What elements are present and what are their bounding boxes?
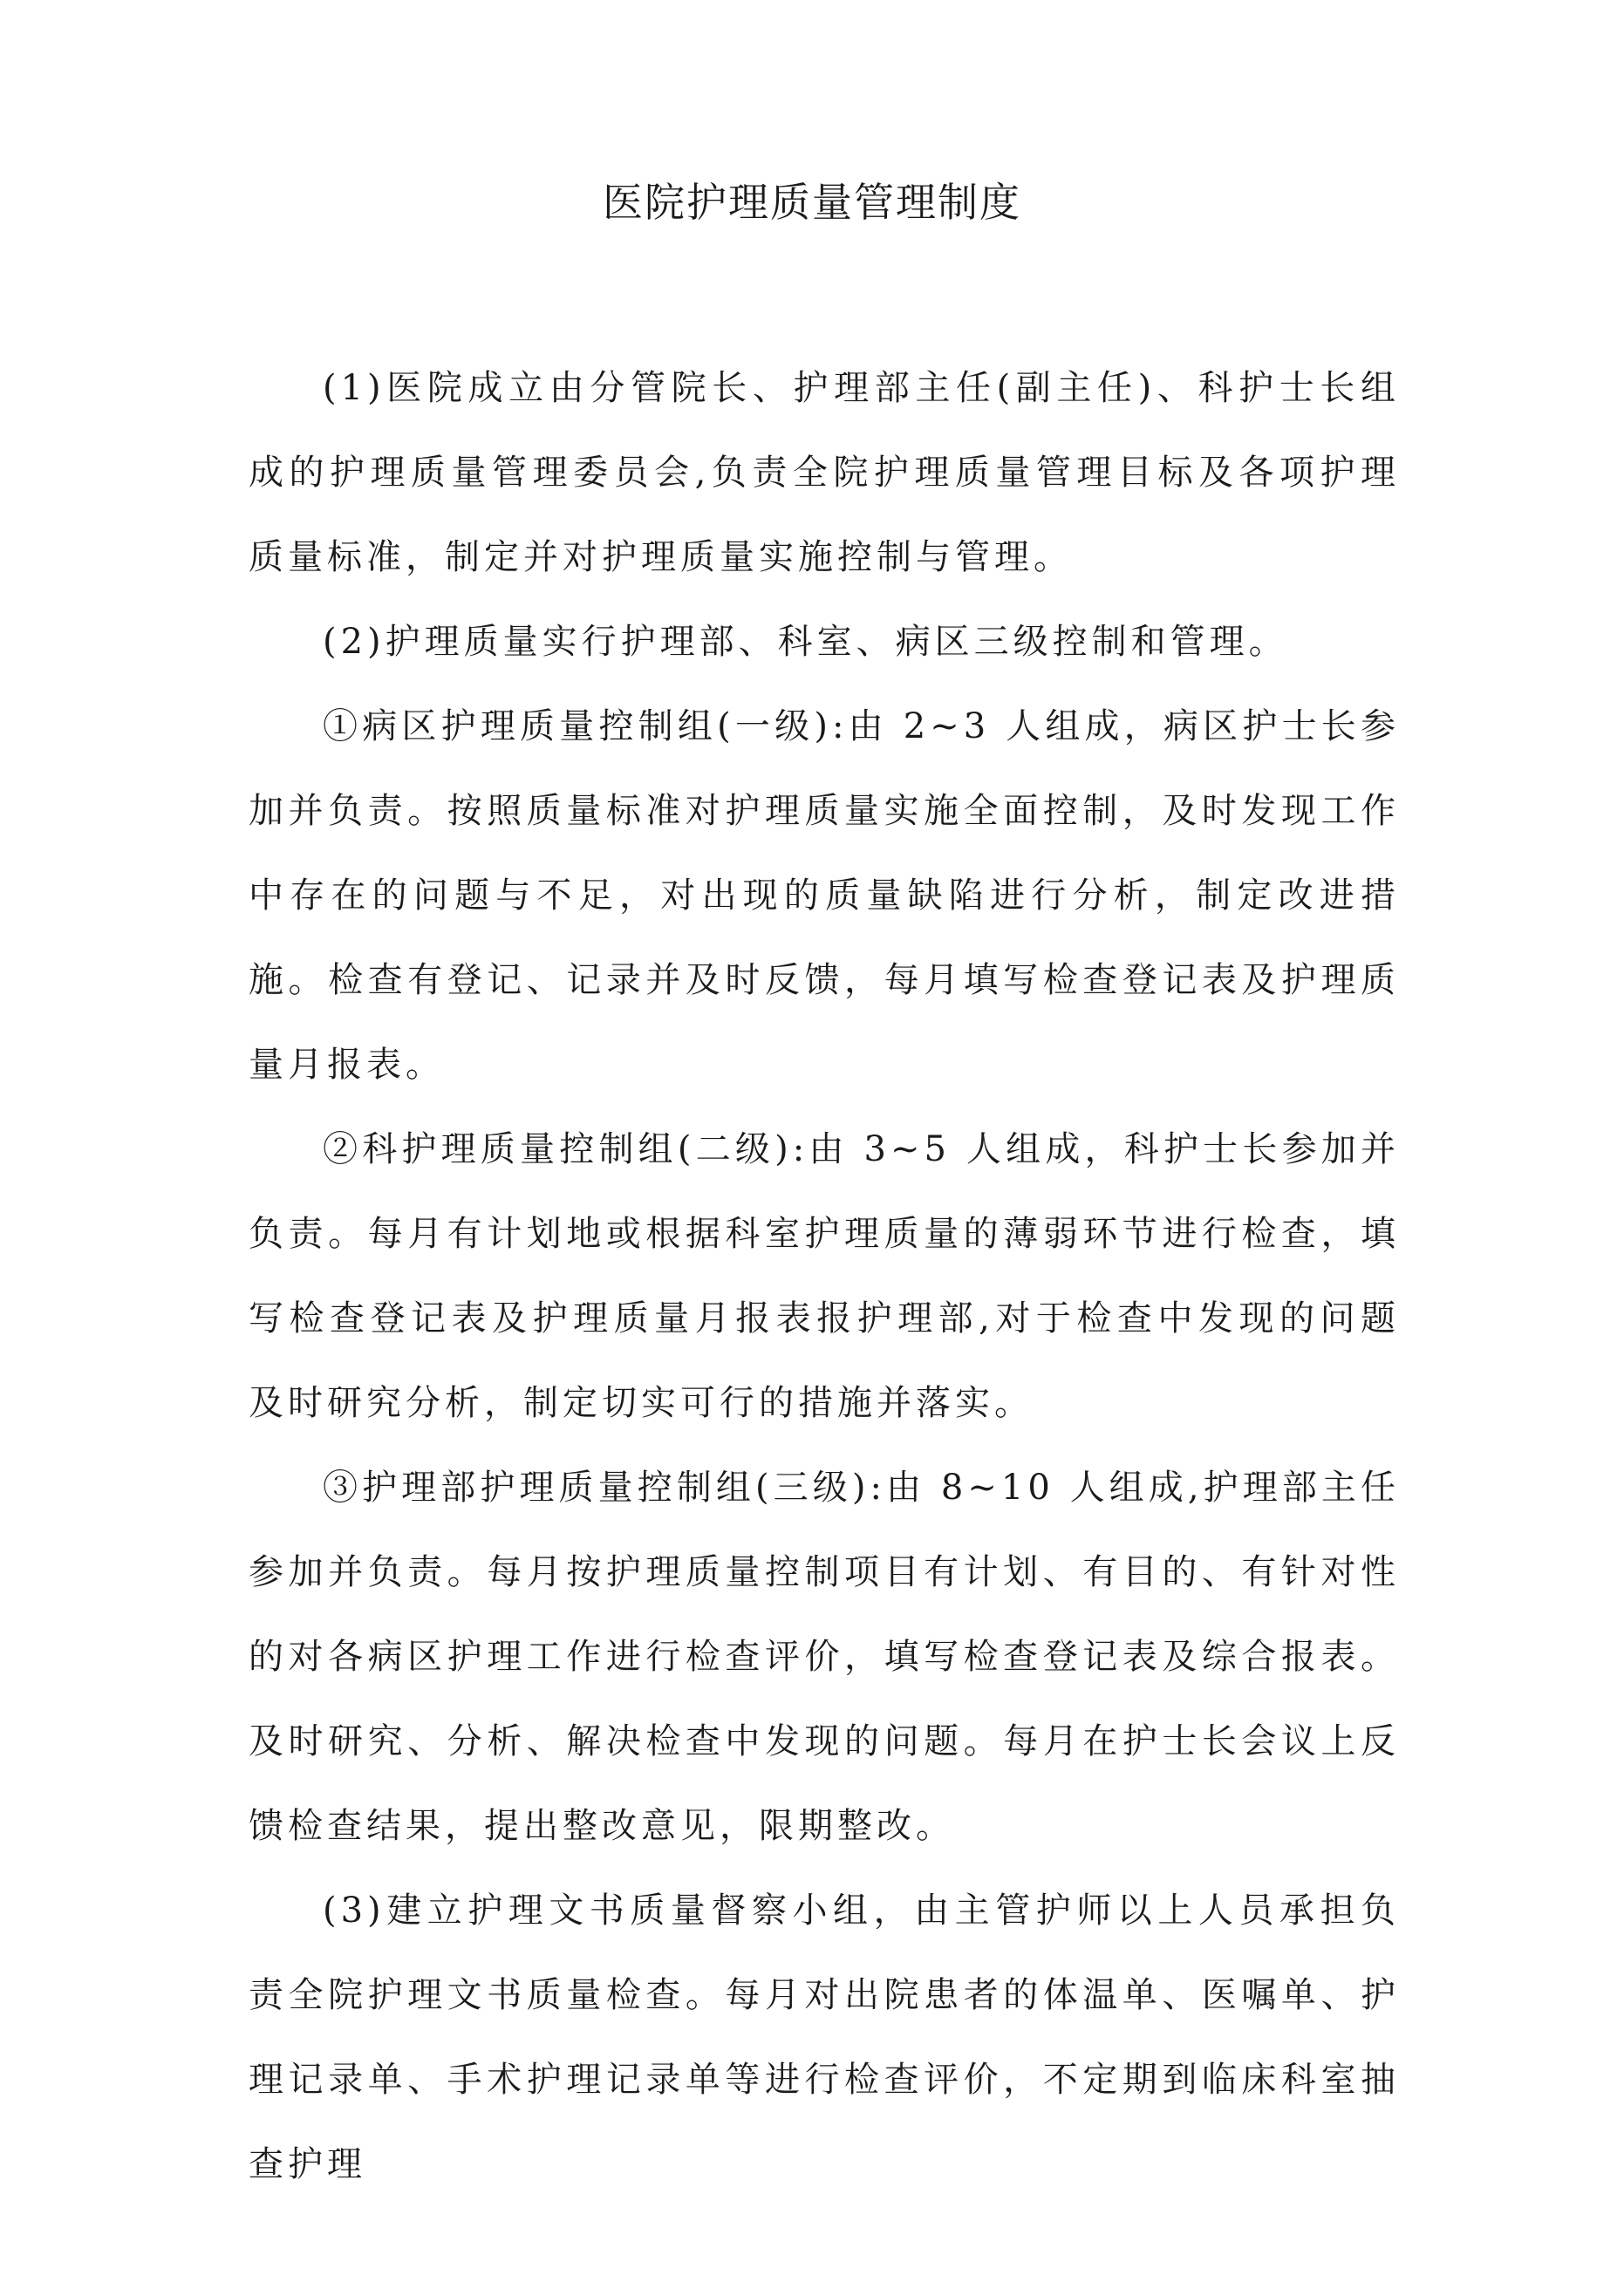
document-title: 医院护理质量管理制度 <box>603 179 1021 226</box>
paragraph-three-level-control: (2)护理质量实行护理部、科室、病区三级控制和管理。 <box>323 622 1288 662</box>
document-body <box>249 346 1400 2207</box>
paragraph-committee: (1)医院成立由分管院长、护理部主任(副主任)、科护士长组成的护理质量管理委员会,负责全院护理质量管理目标及各项护理质量标准，制定并对护理质量实施控制与管理。 <box>249 368 1400 577</box>
paragraph-nursing-dept-level: ③护理部护理质量控制组(三级):由 8~10 人组成,护理部主任参加并负责。每月按护理质量控制项目有计划、有目的、有针对性的对各病区护理工作进行检查评价，填写检查登记表及综合报表。及时研究、分析、解决检查中发现的问题。每月在护士长会议上反馈检查结果，提出整改意见，限期整改。 <box>249 1468 1400 1846</box>
paragraph-documentation-group: (3)建立护理文书质量督察小组，由主管护师以上人员承担负责全院护理文书质量检查。每月对出院患者的体温单、医嘱单、护理记录单、手术护理记录单等进行检查评价，不定期到临床科室抽查护理 <box>249 1891 1400 2184</box>
paragraph-department-level: ②科护理质量控制组(二级):由 3~5 人组成，科护士长参加并负责。每月有计划地或根据科室护理质量的薄弱环节进行检查，填写检查登记表及护理质量月报表报护理部,对于检查中发现的问题及时研究分析，制定切实可行的措施并落实。 <box>249 1129 1400 1423</box>
paragraph-ward-level: ①病区护理质量控制组(一级):由 2~3 人组成，病区护士长参加并负责。按照质量标准对护理质量实施全面控制，及时发现工作中存在的问题与不足，对出现的质量缺陷进行分析，制定改进措施。检查有登记、记录并及时反馈，每月填写检查登记表及护理质量月报表。 <box>249 706 1400 1085</box>
